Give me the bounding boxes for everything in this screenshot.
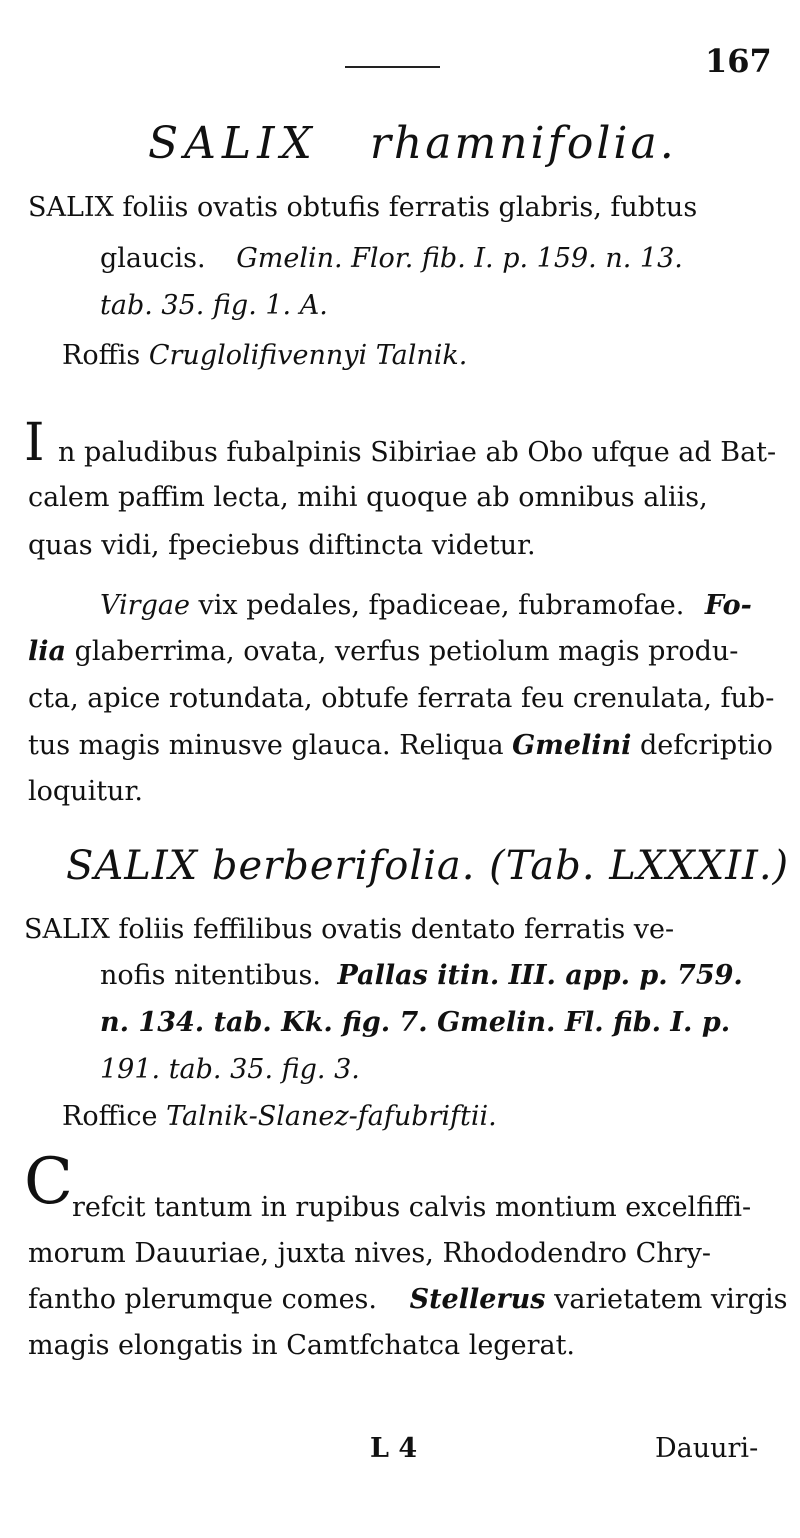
paragraph-line: morum Dauuriae, juxta nives, Rhododendro Chry- <box>28 1238 711 1269</box>
diagnosis-line <box>100 243 683 274</box>
catchword: Dauuri- <box>655 1433 759 1464</box>
citation: 191. tab. 35. fig. 3. <box>100 1054 360 1085</box>
paragraph-line: quas vidi, fpeciebus diftincta videtur. <box>28 530 536 561</box>
vernacular-name <box>62 1101 497 1132</box>
term: Fo- <box>704 590 752 621</box>
vernacular-term: Talnik-Slanez-fafubriftii. <box>166 1101 497 1132</box>
diagnosis-text: nofis nitentibus. <box>100 960 321 991</box>
vernacular-language: Roffis <box>62 340 141 371</box>
vernacular-language: Roffice <box>62 1101 158 1132</box>
species-genus: SALIX <box>148 118 318 169</box>
term: Virgae <box>100 590 190 621</box>
species-title: SALIX berberifolia. (Tab. LXXXII.) <box>66 843 790 889</box>
paragraph-text: fantho plerumque comes. <box>28 1284 377 1315</box>
citation: n. 134. tab. Kk. fig. 7. Gmelin. Fl. fib. I. p. <box>100 1007 731 1038</box>
diagnosis-text: glaucis. <box>100 243 206 274</box>
paragraph-text: glaberrima, ovata, verfus petiolum magis produ- <box>74 636 739 667</box>
vernacular-name <box>62 340 467 371</box>
paragraph-line: n paludibus fubalpinis Sibiriae ab Obo ufque ad Bat- <box>58 437 777 468</box>
citation: Pallas itin. III. app. p. 759. <box>337 960 743 991</box>
species-title <box>148 118 677 169</box>
author-name: Gmelini <box>512 730 632 761</box>
paragraph-line <box>28 730 773 761</box>
paragraph-line: calem paffim lecta, mihi quoque ab omnibus aliis, <box>28 482 708 513</box>
paragraph-line: loquitur. <box>28 776 143 807</box>
paragraph-line <box>28 636 738 667</box>
header-rule <box>345 66 440 68</box>
paragraph-line: magis elongatis in Camtfchatca legerat. <box>28 1330 576 1361</box>
page-number: 167 <box>705 42 772 80</box>
drop-initial: C <box>24 1145 73 1219</box>
paragraph-line: cta, apice rotundata, obtufe ferrata feu crenulata, fub- <box>28 683 775 714</box>
citation: tab. 35. fig. 1. A. <box>100 290 328 321</box>
citation: Gmelin. Flor. fib. I. p. 159. n. 13. <box>236 243 683 274</box>
term: lia <box>28 636 67 667</box>
drop-initial: I <box>24 413 45 473</box>
diagnosis-line <box>100 960 743 991</box>
diagnosis-line: SALIX foliis ovatis obtufis ferratis glabris, fubtus <box>28 192 698 223</box>
paragraph-line <box>100 590 752 621</box>
signature-mark: L 4 <box>370 1433 418 1464</box>
author-name: Stellerus <box>409 1284 546 1315</box>
paragraph-text: defcriptio <box>639 730 773 761</box>
paragraph-line <box>28 1284 787 1315</box>
paragraph-text: tus magis minusve glauca. Reliqua <box>28 730 504 761</box>
paragraph-text: vix pedales, fpadiceae, fubramofae. <box>198 590 685 621</box>
species-epithet: rhamnifolia. <box>369 118 677 169</box>
paragraph-line: refcit tantum in rupibus calvis montium excelfiffi- <box>72 1192 752 1223</box>
diagnosis-line: SALIX foliis feffilibus ovatis dentato ferratis ve- <box>24 914 675 945</box>
paragraph-text: varietatem virgis <box>554 1284 788 1315</box>
vernacular-term: Cruglolifivennyi Talnik. <box>148 340 468 371</box>
